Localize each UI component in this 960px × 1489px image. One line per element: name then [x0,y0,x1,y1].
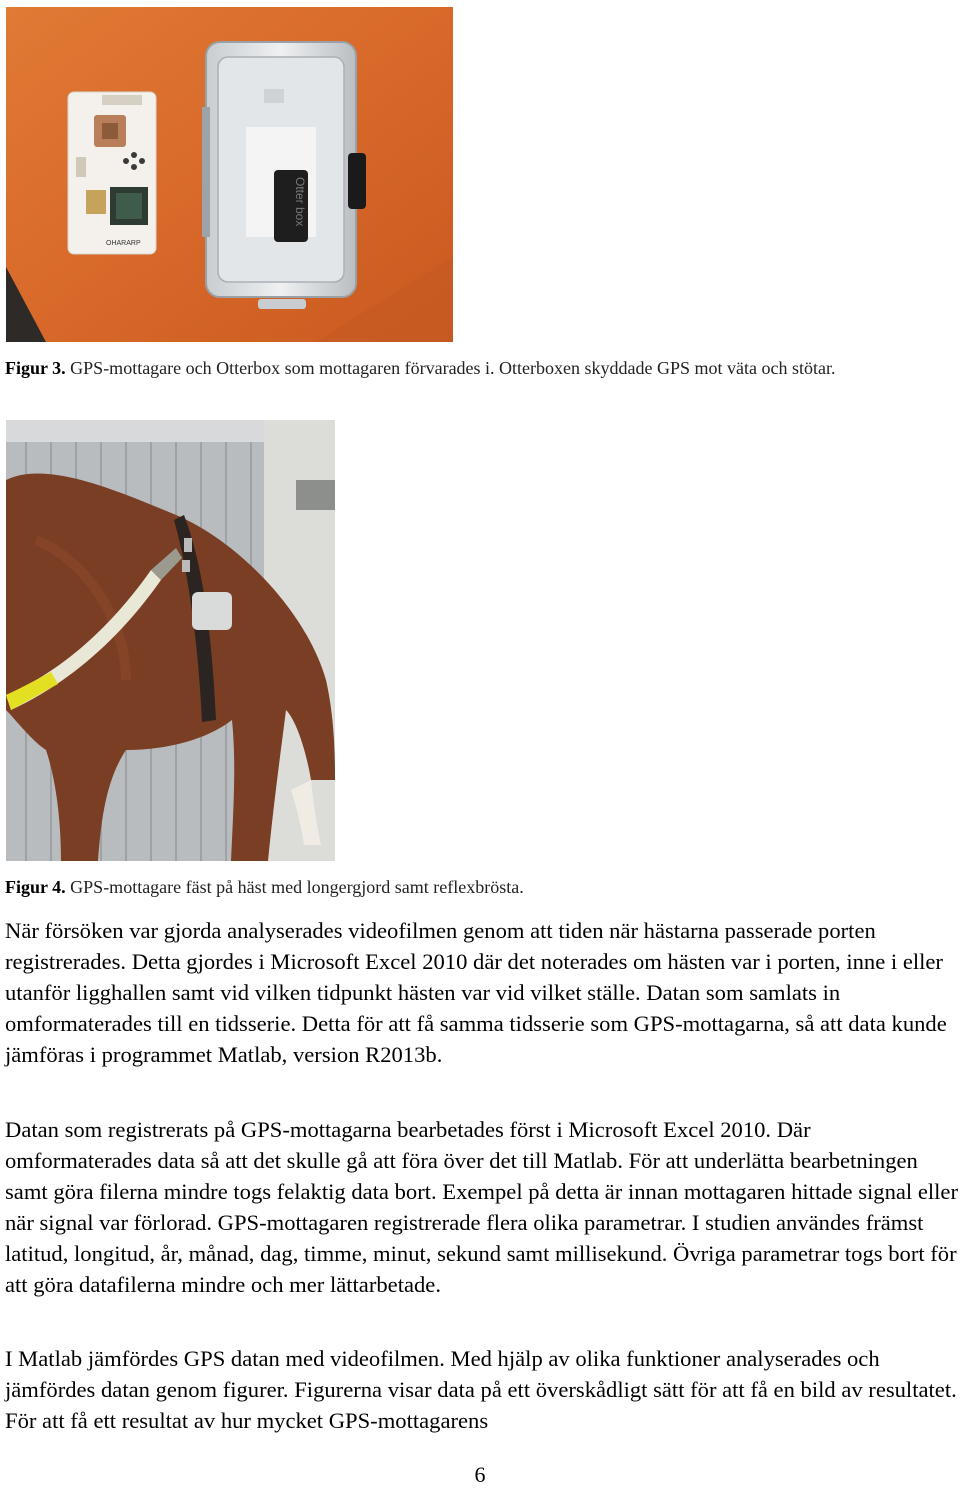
figure-3-caption [5,355,945,382]
paragraph-matlab-comparison: I Matlab jämfördes GPS datan med videofilmen. Med hjälp av olika funktioner analyserades och jämfördes datan genom figurer. Figurerna visar data på ett överskådligt sätt för att få en bild av resultatet. För att få ett resultat av hur mycket GPS-mottagarens [5,1346,957,1433]
paragraph-video-analysis: När försöken var gjorda analyserades videofilmen genom att tiden när hästarna passerade porten registrerades. Detta gjordes i Microsoft Excel 2010 där det noterades om hästen var i porten, inne i eller utanför ligghallen samt vid vilken tidpunkt hästen var vid vilket ställe. Datan som samlats in omformaterades till en tidsserie. Detta för att få samma tidsserie som GPS-mottagarna, så att data kunde jämföras i programmet Matlab, version R2013b. [5,918,947,1067]
horse-with-gps-image [6,420,335,861]
board-logo: OHARARP [106,240,141,247]
figure-4-photo [6,420,335,861]
figure-3-caption-text: GPS-mottagare och Otterbox som mottagaren förvarades i. Otterboxen skyddade GPS mot väta och stötar. [65,358,836,378]
page-number: 6 [474,1462,486,1487]
figure-4-caption [5,874,945,901]
figure-3-photo [6,7,453,342]
otterbox-logo: Otter box [293,177,307,227]
figure-4-label: Figur 4. [5,877,66,897]
paragraph-gps-data-processing: Datan som registrerats på GPS-mottagarna bearbetades först i Microsoft Excel 2010. Där omformaterades data så att det skulle gå att föra över det till Matlab. För att underlätta bearbetningen samt göra filerna mindre togs felaktig data bort. Exempel på detta är innan mottagaren hittade signal eller när signal var förlorad. GPS-mottagaren registrerade flera olika parametrar. I studien användes främst latitud, longitud, år, månad, dag, timme, minut, sekund samt millisekund. Övriga parametrar togs bort för att göra datafilerna mindre och mer lättarbetade. [5,1117,958,1297]
figure-4-caption-text: GPS-mottagare fäst på häst med longergjord samt reflexbrösta. [65,877,524,897]
figure-3-label: Figur 3. [5,358,66,378]
gps-receiver-and-otterbox-image [6,7,453,342]
